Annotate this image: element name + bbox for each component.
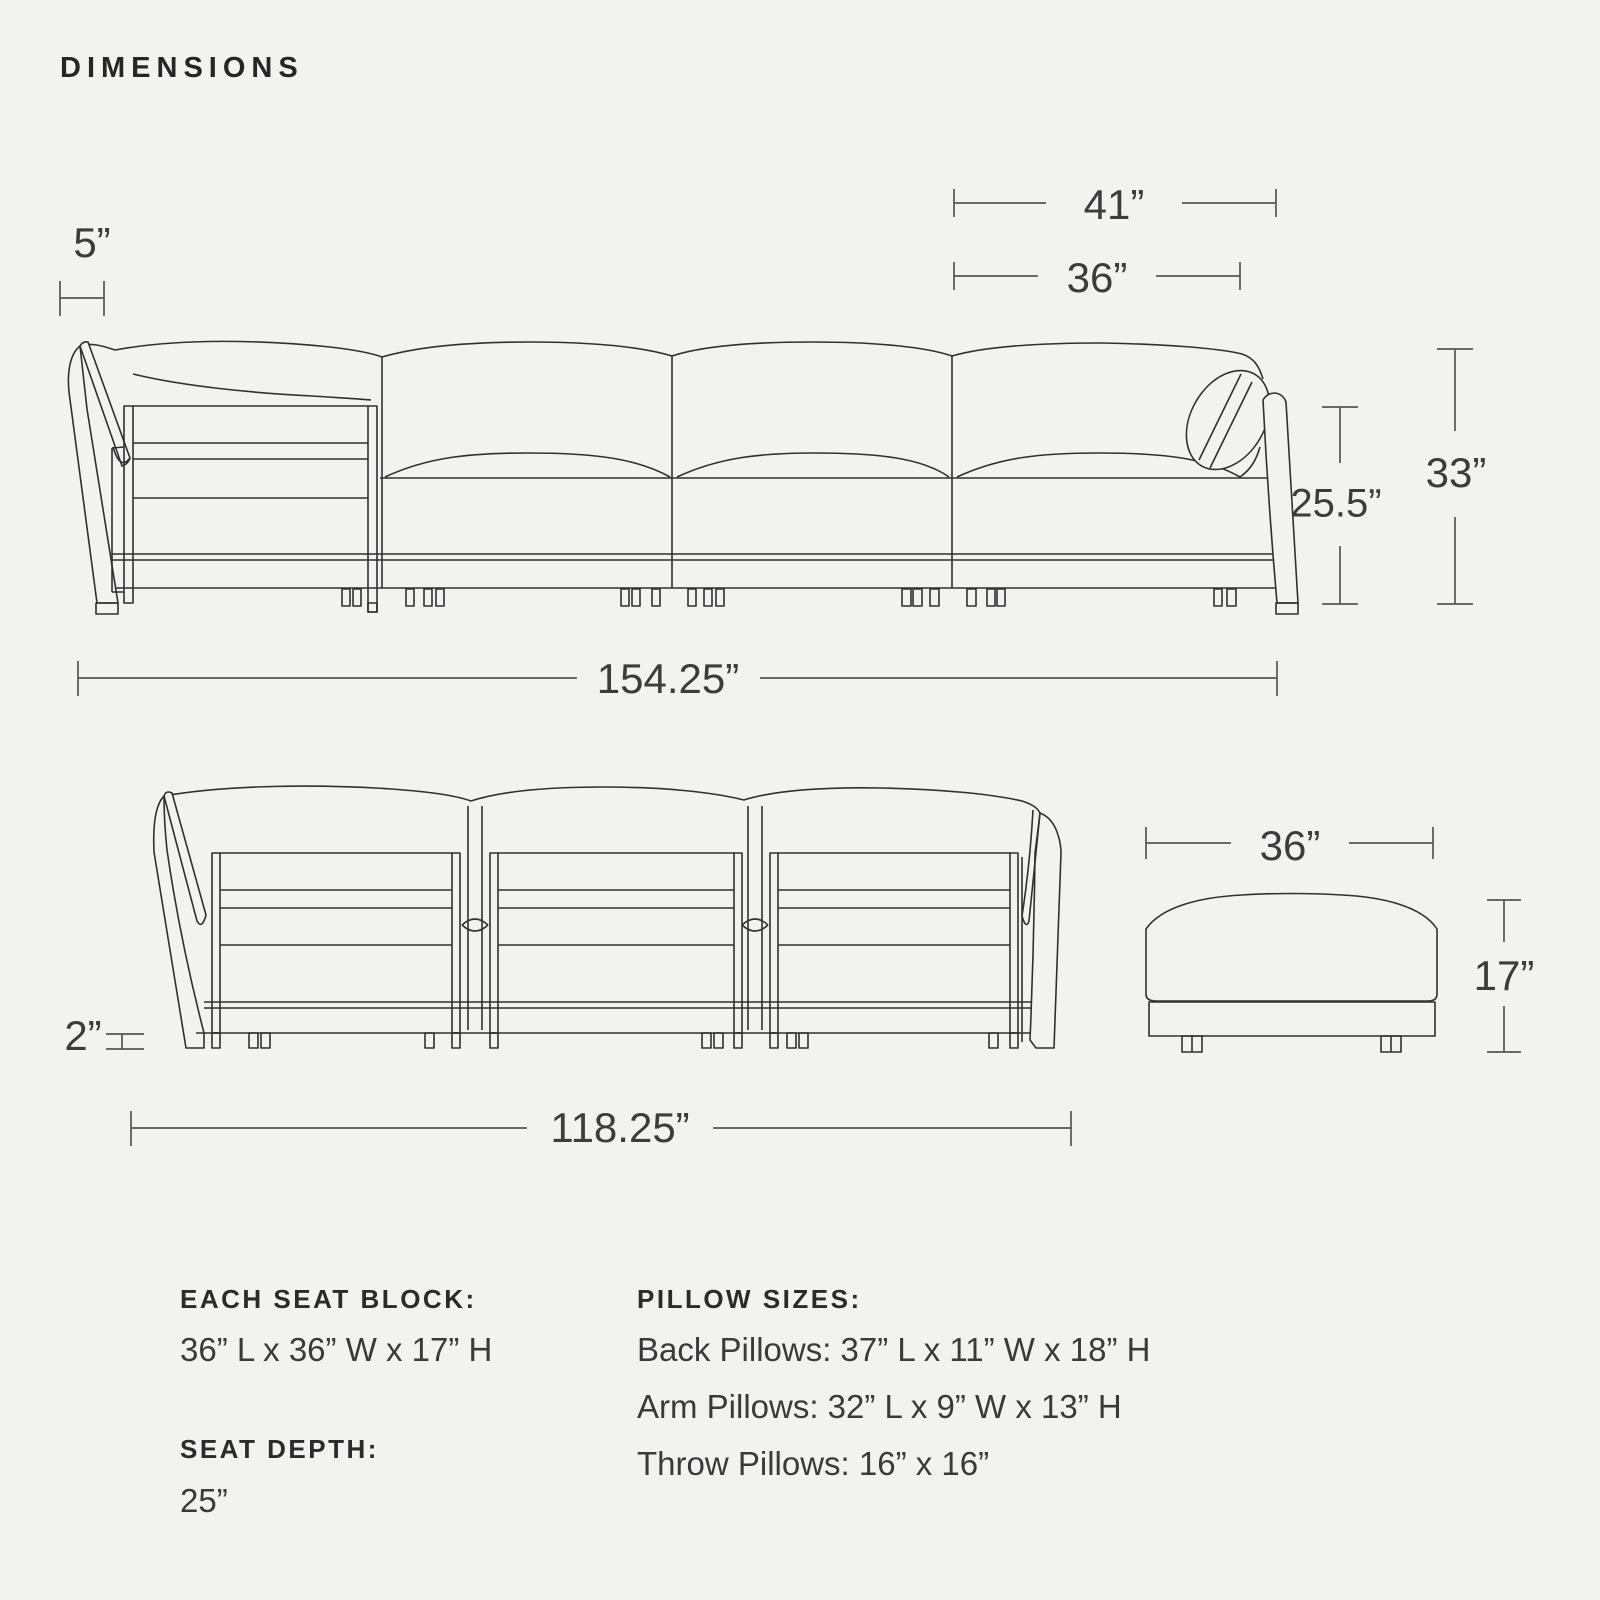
ottoman-drawing [1146, 894, 1437, 1053]
pillow-arm-value: Arm Pillows: 32” L x 9” W x 13” H [637, 1388, 1122, 1425]
dim-label-corner-module: 41” [1083, 181, 1145, 228]
dim-label-seat-back-height: 25.5” [1290, 481, 1382, 526]
pillow-back-value: Back Pillows: 37” L x 11” W x 18” H [637, 1331, 1151, 1368]
dim-label-arm-width: 5” [73, 219, 111, 266]
seat-depth-value: 25” [180, 1482, 228, 1519]
dim-label-seat-module: 36” [1066, 254, 1128, 301]
dim-label-back-overall-length: 118.25” [550, 1104, 690, 1151]
seat-block-value: 36” L x 36” W x 17” H [180, 1331, 493, 1368]
pillow-throw-value: Throw Pillows: 16” x 16” [637, 1445, 990, 1482]
dim-label-overall-length: 154.25” [596, 655, 740, 702]
front-view-drawing [68, 341, 1298, 614]
dim-label-ottoman-width: 36” [1259, 822, 1321, 869]
front-legs [342, 589, 1236, 606]
dim-label-overall-height: 33” [1425, 449, 1487, 496]
back-view-drawing [154, 786, 1061, 1048]
page-title: DIMENSIONS [60, 52, 304, 84]
seat-block-header: EACH SEAT BLOCK: [180, 1284, 477, 1314]
dim-label-leg-height: 2” [64, 1012, 102, 1059]
pillow-sizes-header: PILLOW SIZES: [637, 1284, 862, 1314]
back-legs [212, 1033, 1018, 1048]
dim-label-ottoman-height: 17” [1473, 952, 1535, 999]
seat-depth-header: SEAT DEPTH: [180, 1434, 379, 1464]
